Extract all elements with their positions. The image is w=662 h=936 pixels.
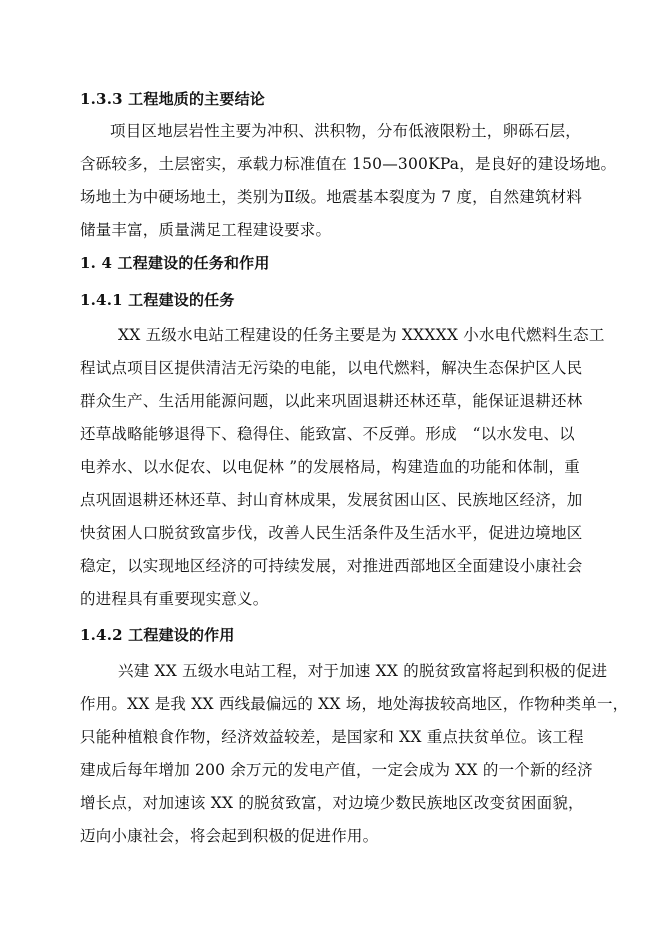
paragraph-line: 兴建 XX 五级水电站工程，对于加速 XX 的脱贫致富将起到积极的促进 (118, 662, 608, 680)
paragraph-line: 建成后每年增加 200 余万元的发电产值，一定会成为 XX 的一个新的经济 (80, 761, 593, 779)
paragraph-line: 快贫困人口脱贫致富步伐，改善人民生活条件及生活水平，促进边境地区 (80, 524, 583, 542)
paragraph-line: 程试点项目区提供清洁无污染的电能，以电代燃料，解决生态保护区人民 (80, 359, 583, 377)
paragraph-line: 迈向小康社会，将会起到积极的促进作用。 (80, 827, 379, 845)
paragraph-line: 群众生产、生活用能源问题，以此来巩固退耕还林还草，能保证退耕还林 (80, 392, 583, 410)
paragraph-line: 还草战略能够退得下、稳得住、能致富、不反弹。形成 “以水发电、以 (80, 425, 575, 443)
paragraph-line: XX 五级水电站工程建设的任务主要是为 XXXXX 小水电代燃料生态工 (118, 326, 605, 344)
section-heading-1-3-3: 1.3.3 工程地质的主要结论 (80, 90, 265, 108)
paragraph-line: 场地土为中硬场地土，类别为Ⅱ级。地震基本裂度为 7 度，自然建筑材料 (80, 188, 583, 206)
section-heading-1-4: 1. 4 工程建设的任务和作用 (80, 254, 270, 272)
section-heading-1-4-2: 1.4.2 工程建设的作用 (80, 626, 235, 644)
paragraph-line: 含砾较多，土层密实，承载力标准值在 150—300KPa，是良好的建设场地。 (80, 155, 617, 173)
paragraph-line: 点巩固退耕还林还草、封山育林成果，发展贫困山区、民族地区经济，加 (80, 491, 583, 509)
paragraph-line: 增长点，对加速该 XX 的脱贫致富，对边境少数民族地区改变贫困面貌， (80, 794, 584, 812)
paragraph-line: 项目区地层岩性主要为冲积、洪积物，分布低液限粉土，卵砾石层， (110, 122, 582, 140)
section-heading-1-4-1: 1.4.1 工程建设的任务 (80, 291, 235, 309)
paragraph-line: 作用。XX 是我 XX 西线最偏远的 XX 场，地处海拔较高地区，作物种类单一， (80, 695, 629, 713)
paragraph-line: 储量丰富，质量满足工程建设要求。 (80, 221, 332, 239)
paragraph-line: 稳定，以实现地区经济的可持续发展，对推进西部地区全面建设小康社会 (80, 557, 583, 575)
paragraph-line: 电养水、以水促农、以电促林 ”的发展格局，构建造血的功能和体制，重 (80, 458, 580, 476)
paragraph-line: 的进程具有重要现实意义。 (80, 590, 269, 608)
paragraph-line: 只能种植粮食作物，经济效益较差，是国家和 XX 重点扶贫单位。该工程 (80, 728, 584, 746)
